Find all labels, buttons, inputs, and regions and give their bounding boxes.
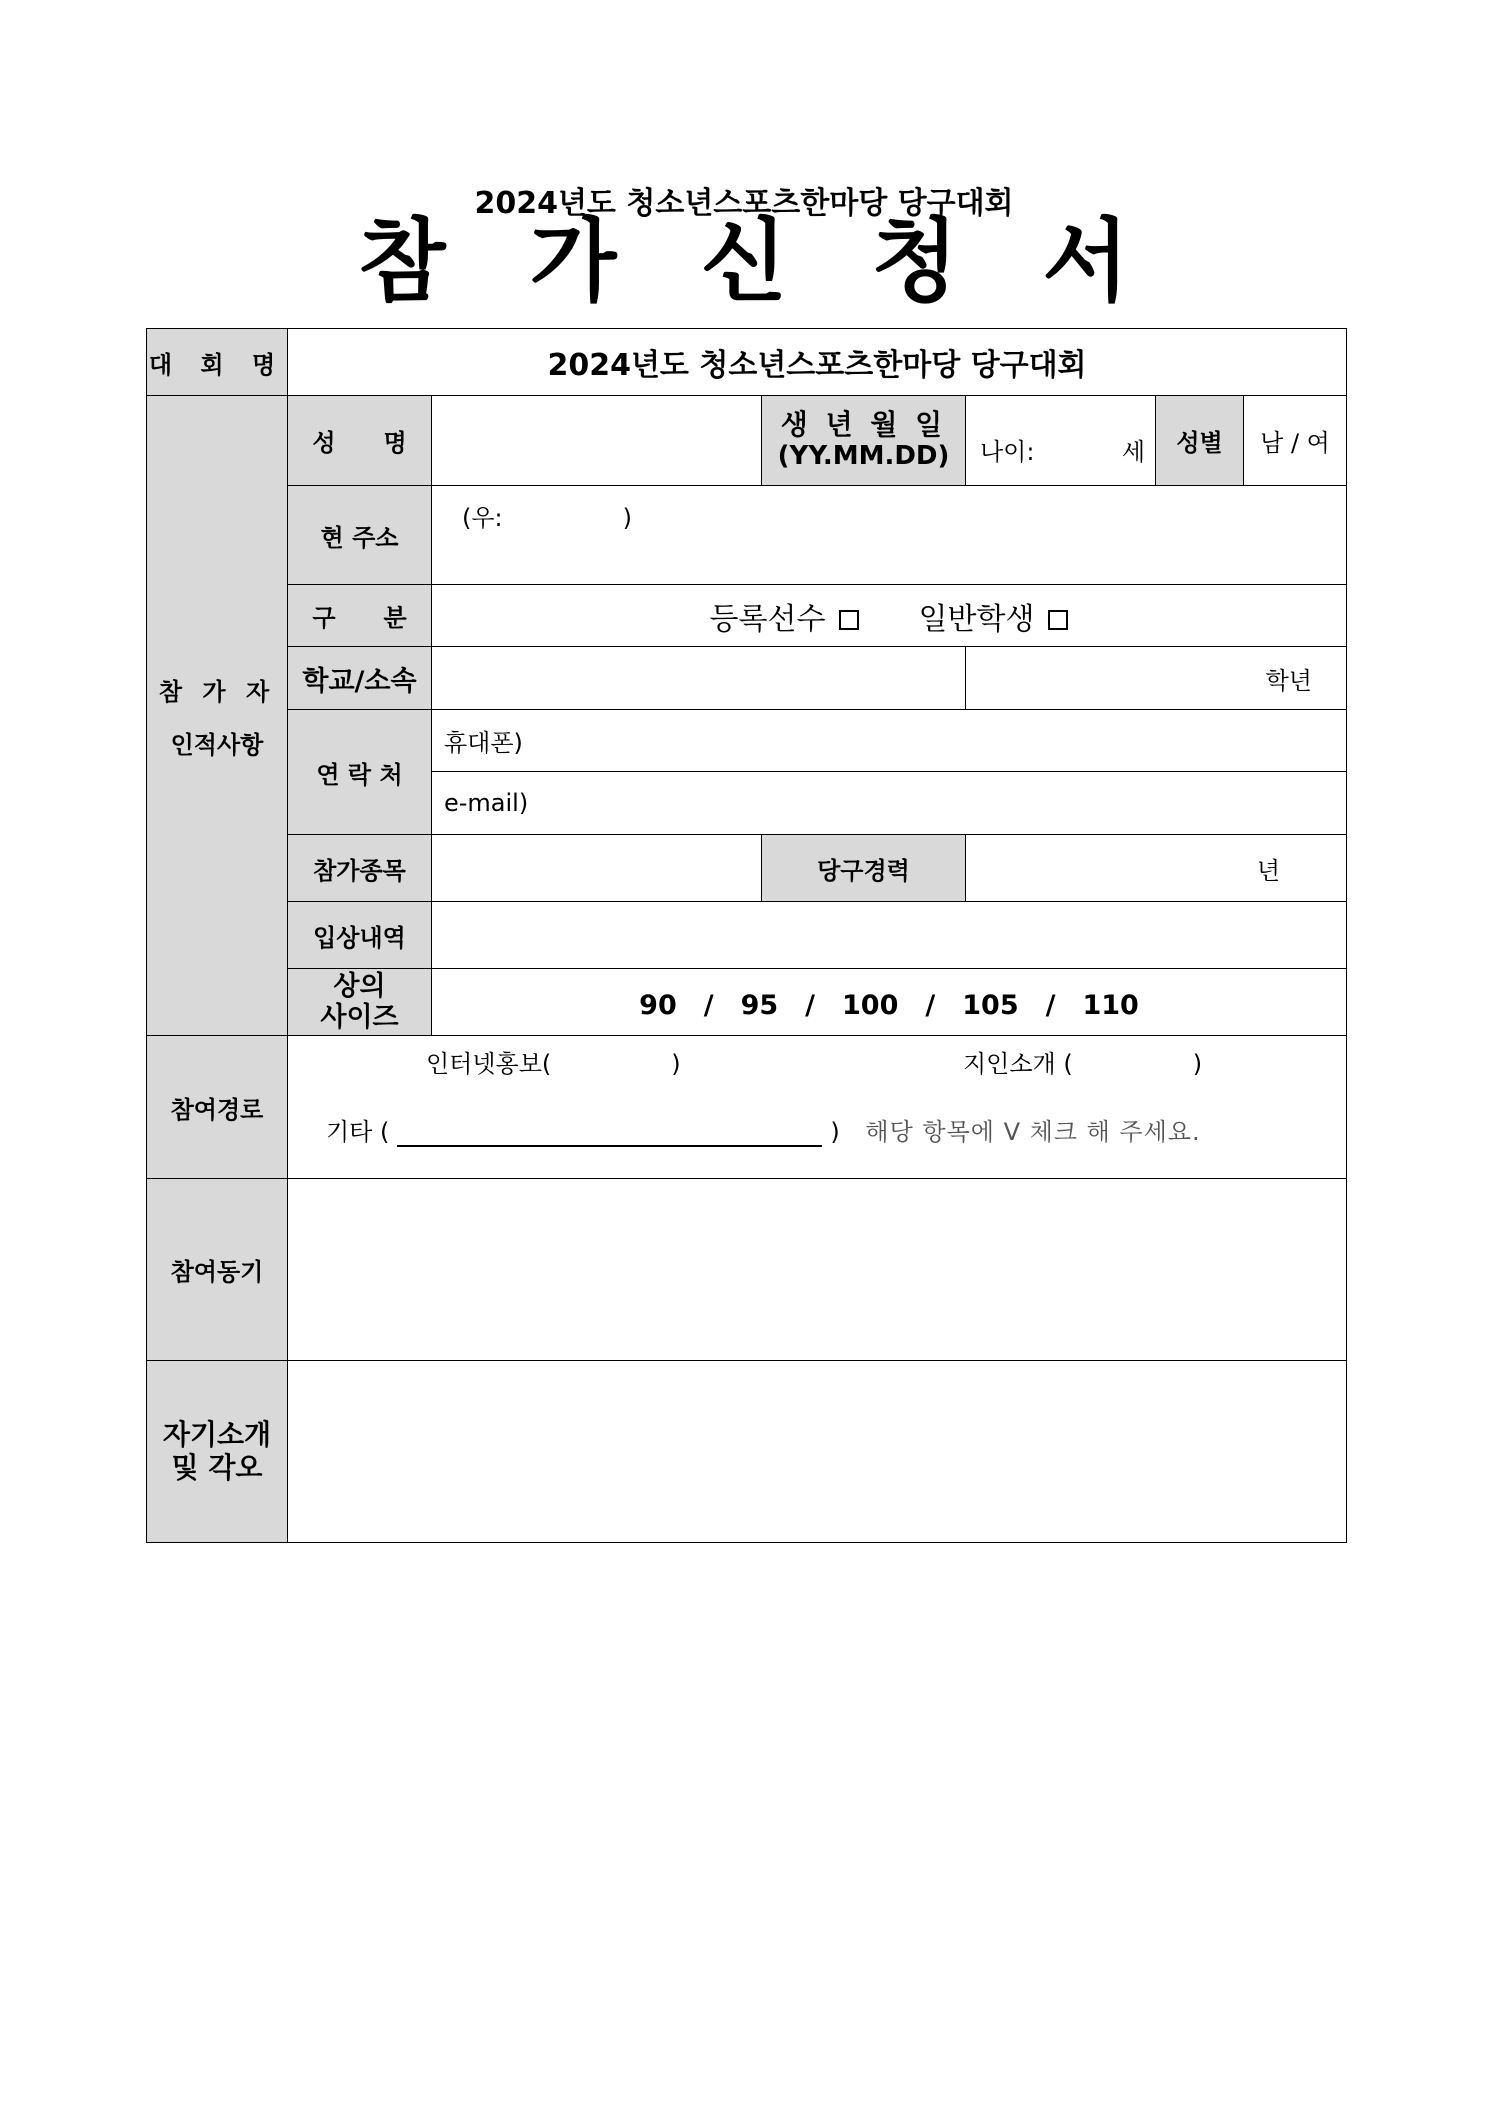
address-postcode: (우: ) xyxy=(462,504,632,532)
shirt-size-label xyxy=(288,969,432,1036)
gender-field[interactable]: 남 / 여 xyxy=(1244,396,1347,486)
grade-suffix: 학년 xyxy=(1265,666,1312,695)
birth-label-line1: 생 년 월 일 xyxy=(780,408,947,442)
school-field[interactable] xyxy=(432,647,966,710)
title-char: 신 xyxy=(700,209,788,314)
address-field[interactable] xyxy=(432,486,1347,585)
event-type-field[interactable] xyxy=(432,835,762,902)
route-other-prefix: 기타 ( xyxy=(326,1118,390,1146)
school-label: 학교/소속 xyxy=(288,647,432,710)
awards-label: 입상내역 xyxy=(288,902,432,969)
route-label: 참여경로 xyxy=(147,1036,288,1179)
shirt-size-options[interactable]: 90 / 95 / 100 / 105 / 110 xyxy=(432,969,1347,1036)
title-char: 가 xyxy=(529,209,617,314)
student-checkbox[interactable] xyxy=(1048,610,1068,630)
career-suffix: 년 xyxy=(1256,856,1280,885)
event-name-label: 대 회 명 xyxy=(147,329,288,396)
route-other-input[interactable] xyxy=(397,1121,822,1147)
shirt-label-line2: 사이즈 xyxy=(320,1002,399,1033)
grade-field[interactable] xyxy=(966,647,1347,710)
participant-section-label xyxy=(147,396,288,1036)
intro-label-line2: 및 각오 xyxy=(171,1450,263,1484)
category-option-registered: 등록선수 xyxy=(709,601,826,637)
birth-label-line2: (YY.MM.DD) xyxy=(777,440,950,471)
event-name-value: 2024년도 청소년스포츠한마당 당구대회 xyxy=(288,329,1347,396)
birth-field[interactable] xyxy=(966,396,1156,486)
phone-field[interactable] xyxy=(432,710,1347,772)
address-label: 현 주소 xyxy=(288,486,432,585)
category-option-student: 일반학생 xyxy=(918,601,1035,637)
title-char: 서 xyxy=(1042,209,1130,314)
form-title xyxy=(0,209,1488,314)
intro-label xyxy=(147,1361,288,1543)
birth-label xyxy=(762,396,966,486)
title-char: 청 xyxy=(871,209,959,314)
phone-label: 휴대폰) xyxy=(444,729,523,757)
route-other-suffix: ) xyxy=(830,1118,840,1146)
motivation-label: 참여동기 xyxy=(147,1179,288,1361)
category-field xyxy=(432,585,1347,647)
intro-label-line1: 자기소개 xyxy=(162,1418,272,1452)
route-acquaintance[interactable]: 지인소개 ( ) xyxy=(963,1050,1203,1078)
name-label: 성 명 xyxy=(288,396,432,486)
event-type-label: 참가종목 xyxy=(288,835,432,902)
name-field[interactable] xyxy=(432,396,762,486)
career-field[interactable] xyxy=(966,835,1347,902)
email-label: e-mail) xyxy=(444,789,529,817)
route-note: 해당 항목에 V 체크 해 주세요. xyxy=(865,1118,1201,1146)
awards-field[interactable] xyxy=(432,902,1347,969)
motivation-field[interactable] xyxy=(288,1179,1347,1361)
registered-checkbox[interactable] xyxy=(839,610,859,630)
intro-field[interactable] xyxy=(288,1361,1347,1543)
participant-label-line2: 인적사항 xyxy=(170,730,264,759)
route-internet[interactable]: 인터넷홍보( ) xyxy=(426,1050,681,1078)
title-char: 참 xyxy=(358,209,446,314)
application-form-table xyxy=(146,328,1347,1543)
contact-label: 연 락 처 xyxy=(288,710,432,835)
gender-label: 성별 xyxy=(1156,396,1244,486)
age-suffix: 세 xyxy=(1121,438,1145,466)
shirt-label-line1: 상의 xyxy=(333,970,386,1002)
email-field[interactable] xyxy=(432,772,1347,835)
route-field xyxy=(288,1036,1347,1179)
participant-label-line1: 참 가 자 xyxy=(158,677,276,706)
category-label: 구 분 xyxy=(288,585,432,647)
form-subtitle: 2024년도 청소년스포츠한마당 당구대회 xyxy=(474,186,1014,221)
career-label: 당구경력 xyxy=(762,835,966,902)
age-prefix: 나이: xyxy=(980,438,1035,466)
